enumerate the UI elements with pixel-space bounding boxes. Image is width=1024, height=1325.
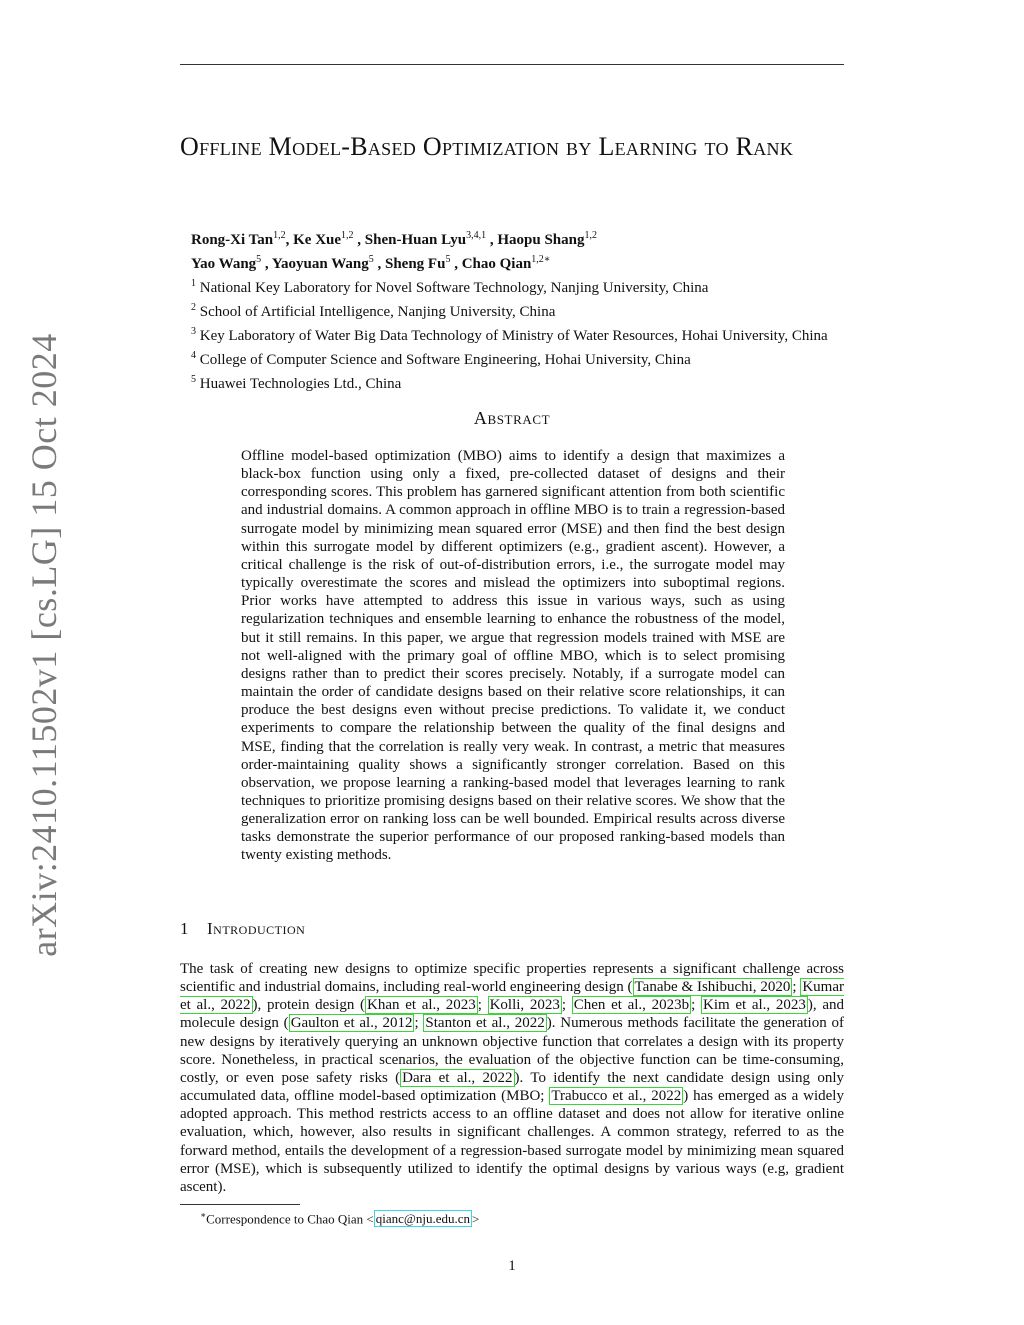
author-name: Haopu Shang <box>497 232 585 248</box>
author-block <box>191 226 828 394</box>
page-number: 1 <box>508 1258 516 1274</box>
affiliation: $^3$ Key Laboratory of Water Big Data Technology of Ministry of Water Resources, Hohai University, China <box>191 326 828 344</box>
affiliation: $^1$ National Key Laboratory for Novel Software Technology, Nanjing University, China <box>191 278 709 296</box>
citation-link[interactable]: Tanabe & Ishibuchi, 2020 <box>634 979 791 996</box>
affiliation: $^2$ School of Artificial Intelligence, Nanjing University, China <box>191 302 556 320</box>
section-title: Introduction <box>207 919 306 938</box>
citation-link[interactable]: Chen et al., 2023b <box>573 997 690 1014</box>
section-number: 1 <box>180 919 189 938</box>
citation-link[interactable]: Khan et al., 2023 <box>367 997 476 1014</box>
citation-link[interactable]: Kim et al., 2023 <box>702 997 806 1014</box>
email-link[interactable]: qianc@nju.edu.cn <box>375 1211 471 1227</box>
author-name: Sheng Fu <box>384 256 446 272</box>
top-rule <box>180 64 844 65</box>
author-name: Shen-Huan Lyu <box>364 232 467 248</box>
citation-link[interactable]: Dara et al., 2022 <box>402 1069 513 1086</box>
author-name: Chao Qian <box>461 256 532 272</box>
abstract-body: Offline model-based optimization (MBO) aims to identify a design that maximizes a black-box function using only a fixed, pre-collected dataset of designs and their corresponding scores. This problem has garnered significant attention from both scientific and industrial domains. A common approach in offline MBO is to train a regression-based surrogate model by minimizing mean squared error (MSE) and then find the best design within this surrogate model by different optimizers (e.g., gradient ascent). However, a critical challenge is the risk of out-of-distribution errors, i.e., the surrogate model may typically overestimate the scores and mislead the optimizers into suboptimal regions. Prior works have attempted to address this issue in various ways, such as using regularization techniques and ensemble learning to enhance the robustness of the model, but it still remains. In this paper, we argue that regression models trained with MSE are not well-aligned with the primary goal of offline MBO, which is to select promising designs rather than to predict their scores precisely. Notably, if a surrogate model can maintain the order of candidate designs based on their relative score relationships, it can produce the best designs even without precise predictions. To validate it, we conduct experiments to compare the relationship between the quality of the final designs and MSE, finding that the correlation is really very weak. In contrast, a metric that measures order-maintaining quality shows a significantly stronger correlation. Based on this observation, we propose learning a ranking-based model that leverages learning to rank techniques to prioritize promising designs based on their relative scores. We show that the generalization error on ranking loss can be well bounded. Empirical results across diverse tasks demonstrate the superior performance of our proposed ranking-based models than twenty existing methods. <box>241 448 785 864</box>
citation-link[interactable]: Kolli, 2023 <box>489 997 560 1014</box>
citation-link[interactable]: Kumar et al., 2022 <box>180 979 844 1014</box>
footnote-rule <box>180 1204 300 1205</box>
author-line-2: Yao Wang$^5$ , Yaoyuan Wang$^5$ , Sheng Fu$^5$ , Chao Qian$^{1,2∗}$ <box>191 254 551 272</box>
citation-link[interactable]: Stanton et al., 2022 <box>425 1015 545 1032</box>
author-name: Yaoyuan Wang <box>271 256 369 272</box>
author-name: Yao Wang <box>191 256 257 272</box>
introduction-paragraph: The task of creating new designs to optimize specific properties represents a significant challenge across scientific and industrial domains, including real-world engineering design ( Tanabe & Ishibuchi, 2020 ; Kumar et al., 2022 ), protein design ( Khan et al., 2023 ; Kolli, 2023 ; Chen et al., 2023b ; Kim et al., 2023 ), and molecule design ( Gaulton et al., 2012 ; Stanton et al., 2022 ). Numerous methods facilitate the generation of new designs by iteratively querying an unknown objective function that correlates a design with its property score. Nonetheless, in practical scenarios, the evaluation of the objective function can be time-consuming, costly, or even pose safety risks ( Dara et al., 2022 ). To identify the next candidate design using only accumulated data, offline model-based optimization (MBO; Trabucco et al., 2022 ) has emerged as a widely adopted approach. This method restricts access to an offline dataset and does not allow for iterative online evaluation, which, however, also results in significant challenges. A common strategy, referred to as the forward method, entails the development of a regression-based surrogate model by minimizing mean squared error (MSE), which is subsequently utilized to identify the optimal designs by various ways (e.g, gradient ascent). <box>180 961 844 1195</box>
author-name: Ke Xue <box>293 232 342 248</box>
arxiv-identifier[interactable]: arXiv:2410.11502v1 [cs.LG] 15 Oct 2024 <box>24 333 64 957</box>
footnote: ∗Correspondence to Chao Qian < qianc@nju.edu.cn > <box>200 1210 480 1227</box>
section-heading <box>180 919 305 939</box>
citation-link[interactable]: Trabucco et al., 2022 <box>551 1088 682 1105</box>
author-name: Rong-Xi Tan <box>191 232 274 248</box>
author-line-1: Rong-Xi Tan$^{1,2}$, Ke Xue$^{1,2}$ , Shen-Huan Lyu$^{3,4,1}$ , Haopu Shang$^{1,2}$ <box>191 230 597 248</box>
abstract-heading: Abstract <box>473 408 551 428</box>
paper-title: Offline Model-Based Optimization by Learning to Rank <box>180 132 794 161</box>
citation-link[interactable]: Gaulton et al., 2012 <box>290 1015 413 1032</box>
affiliation: $^4$ College of Computer Science and Software Engineering, Hohai University, China <box>191 350 691 368</box>
affiliation: $^5$ Huawei Technologies Ltd., China <box>191 374 402 392</box>
